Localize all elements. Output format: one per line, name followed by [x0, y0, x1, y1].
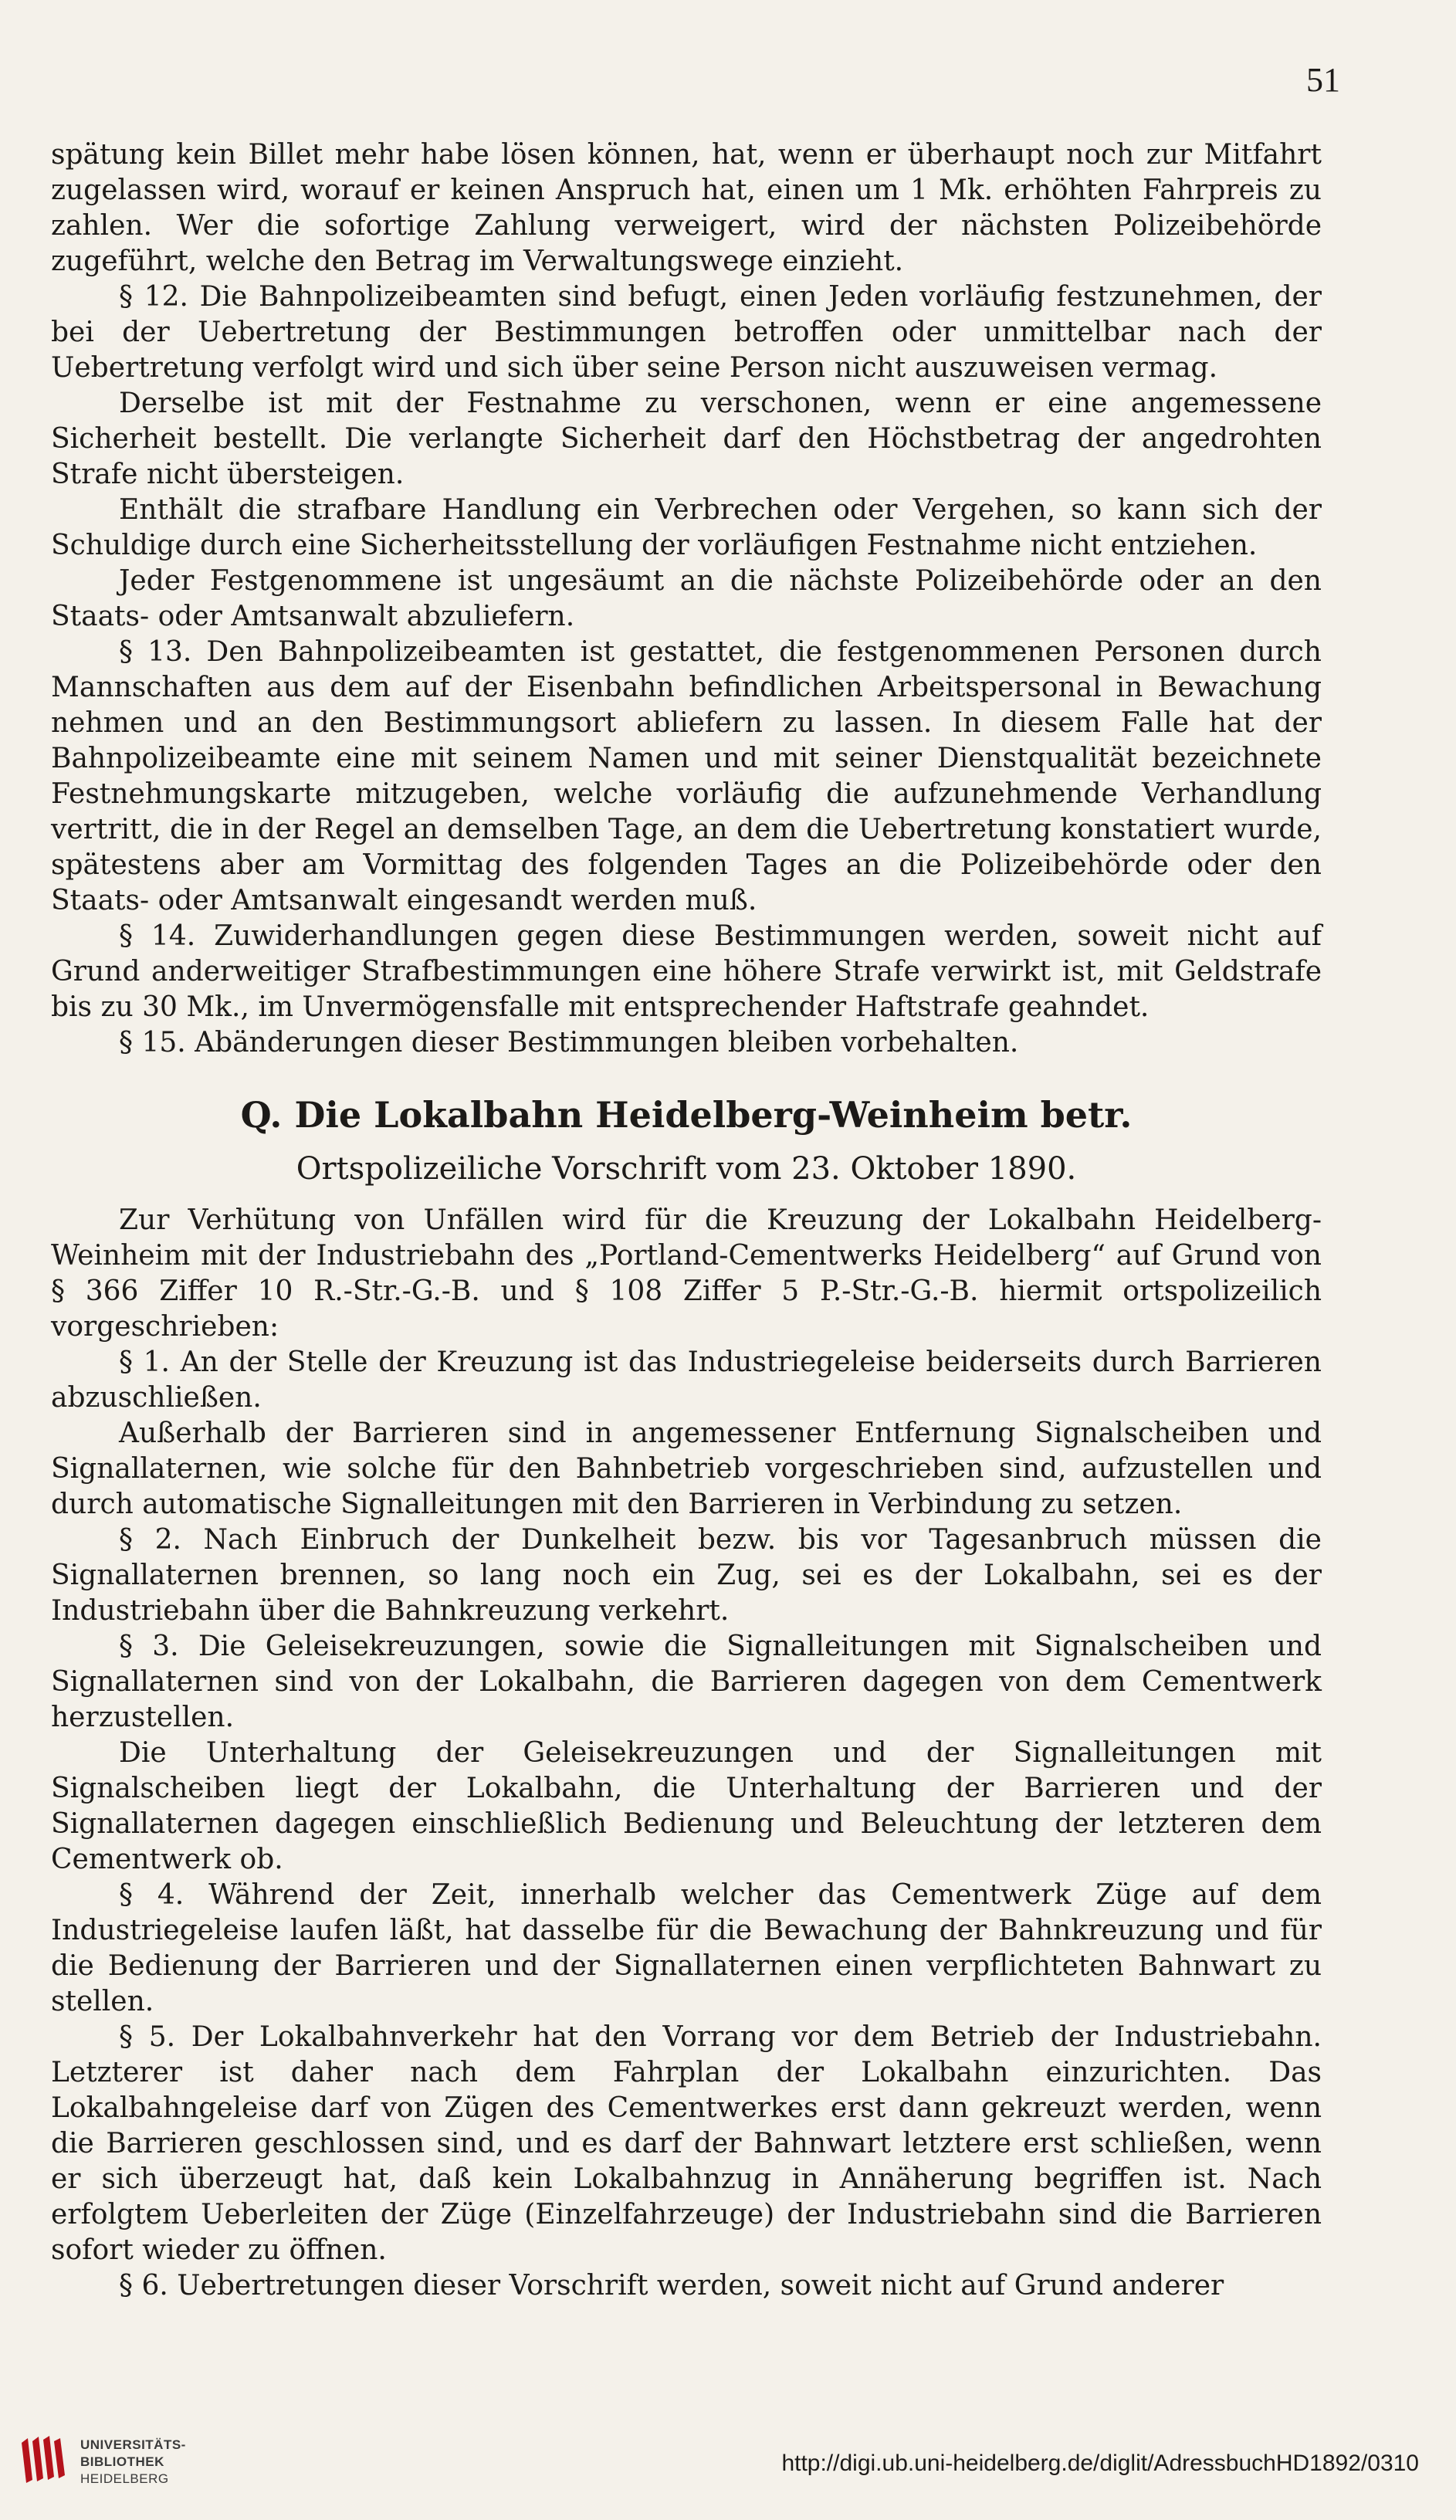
library-line: HEIDELBERG	[80, 2471, 169, 2486]
paragraph-section-6: § 6. Uebertretungen dieser Vorschrift werden, soweit nicht auf Grund anderer	[119, 2270, 1224, 2302]
paragraph: Enthält die strafbare Handlung ein Verbrechen oder Vergehen, so kann sich der Schuldige durch eine Sicherheitsstellung der vorläufigen Festnahme nicht entziehen.	[51, 494, 1322, 561]
paragraph-section-14: § 14. Zuwiderhandlungen gegen diese Bestimmungen werden, soweit nicht auf Grund anderweitiger Strafbestimmungen eine höhere Strafe verwirkt ist, mit Geldstrafe bis zu 30 Mk., im Unvermögensfalle mit entsprechender Haftstrafe geahndet.	[51, 920, 1322, 1023]
section-subheading: Ortspolizeiliche Vorschrift vom 23. Oktober 1890.	[296, 1151, 1077, 1187]
paragraph-section-2: § 2. Nach Einbruch der Dunkelheit bezw. bis vor Tagesanbruch müssen die Signallaternen brennen, so lang noch ein Zug, sei es der Lokalbahn, sei es der Industriebahn über die Bahnkreuzung verkehrt.	[51, 1524, 1322, 1627]
library-line: BIBLIOTHEK	[80, 2454, 164, 2469]
document-body	[51, 137, 1322, 2304]
paragraph-section-5: § 5. Der Lokalbahnverkehr hat den Vorrang vor dem Betrieb der Industriebahn. Letzterer ist daher nach dem Fahrplan der Lokalbahn einzurichten. Das Lokalbahngeleise darf von Zügen des Cementwerkes erst dann gekreuzt werden, wenn die Barrieren geschlossen sind, und es darf der Bahnwart letztere erst schließen, wenn er sich überzeugt hat, daß kein Lokalbahnzug in Annäherung begriffen ist. Nach erfolgtem Ueberleiten der Züge (Einzelfahrzeuge) der Industriebahn sind die Barrieren sofort wieder zu öffnen.	[51, 2021, 1322, 2266]
library-line: UNIVERSITÄTS-	[80, 2437, 186, 2452]
footer	[0, 2393, 1456, 2520]
paragraph: Derselbe ist mit der Festnahme zu verschonen, wenn er eine angemessene Sicherheit bestellt. Die verlangte Sicherheit darf den Höchstbetrag der angedrohten Strafe nicht übersteigen.	[51, 388, 1322, 490]
paragraph: spätung kein Billet mehr habe lösen können, hat, wenn er überhaupt noch zur Mitfahrt zugelassen wird, worauf er keinen Anspruch hat, einen um 1 Mk. erhöhten Fahrpreis zu zahlen. Wer die sofortige Zahlung verweigert, wird der nächsten Polizeibehörde zugeführt, welche den Betrag im Verwaltungswege einzieht.	[51, 139, 1322, 277]
paragraph-section-4: § 4. Während der Zeit, innerhalb welcher das Cementwerk Züge auf dem Industriegeleise laufen läßt, hat dasselbe für die Bewachung der Bahnkreuzung und für die Bedienung der Barrieren und der Signallaternen einen verpflichteten Bahnwart zu stellen.	[51, 1879, 1322, 2017]
page-number: 51	[1306, 61, 1340, 99]
source-url-link[interactable]: http://digi.ub.uni-heidelberg.de/diglit/AdressbuchHD1892/0310	[781, 2451, 1419, 2476]
paragraph: Die Unterhaltung der Geleisekreuzungen und der Signalleitungen mit Signalscheiben liegt der Lokalbahn, die Unterhaltung der Barrieren und der Signallaternen dagegen einschließlich Bedienung und Beleuchtung der letzteren dem Cementwerk ob.	[51, 1737, 1322, 1875]
paragraph-section-3: § 3. Die Geleisekreuzungen, sowie die Signalleitungen mit Signalscheiben und Signallaternen sind von der Lokalbahn, die Barrieren dagegen von dem Cementwerk herzustellen.	[51, 1631, 1322, 1733]
paragraph: Jeder Festgenommene ist ungesäumt an die nächste Polizeibehörde oder an den Staats- oder Amtsanwalt abzuliefern.	[51, 565, 1322, 632]
paragraph-section-13: § 13. Den Bahnpolizeibeamten ist gestattet, die festgenommenen Personen durch Mannschaften aus dem auf der Eisenbahn befindlichen Arbeitspersonal in Bewachung nehmen und an den Bestimmungsort abliefern zu lassen. In diesem Falle hat der Bahnpolizeibeamte eine mit seinem Namen und mit seiner Dienstqualität bezeichnete Festnehmungskarte mitzugeben, welche vorläufig die aufzunehmende Verhandlung vertritt, die in der Regel an demselben Tage, an dem die Uebertretung konstatiert wurde, spätestens aber am Vormittag des folgenden Tages an die Polizeibehörde oder den Staats- oder Amtsanwalt eingesandt werden muß.	[51, 636, 1322, 916]
paragraph: Außerhalb der Barrieren sind in angemessener Entfernung Signalscheiben und Signallaternen, wie solche für den Bahnbetrieb vorgeschrieben sind, aufzustellen und durch automatische Signalleitungen mit den Barrieren in Verbindung zu setzen.	[51, 1418, 1322, 1520]
ub-heidelberg-logo-icon	[17, 2434, 71, 2488]
paragraph-section-1: § 1. An der Stelle der Kreuzung ist das Industriegeleise beiderseits durch Barrieren abzuschließen.	[51, 1346, 1322, 1414]
section-heading: Q. Die Lokalbahn Heidelberg-Weinheim betr.	[240, 1094, 1133, 1136]
paragraph-section-12: § 12. Die Bahnpolizeibeamten sind befugt, einen Jeden vorläufig festzunehmen, der bei der Uebertretung der Bestimmungen betroffen oder unmittelbar nach der Uebertretung verfolgt wird und sich über seine Person nicht auszuweisen vermag.	[51, 281, 1322, 384]
paragraph-section-15: § 15. Abänderungen dieser Bestimmungen bleiben vorbehalten.	[119, 1027, 1019, 1058]
library-name	[80, 2437, 186, 2488]
paragraph-preamble: Zur Verhütung von Unfällen wird für die Kreuzung der Lokalbahn Heidelberg-Weinheim mit der Industriebahn des „Portland-Cementwerks Heidelberg“ auf Grund von § 366 Ziffer 10 R.-Str.-G.-B. und § 108 Ziffer 5 P.-Str.-G.-B. hiermit ortspolizeilich vorgeschrieben:	[51, 1204, 1322, 1343]
